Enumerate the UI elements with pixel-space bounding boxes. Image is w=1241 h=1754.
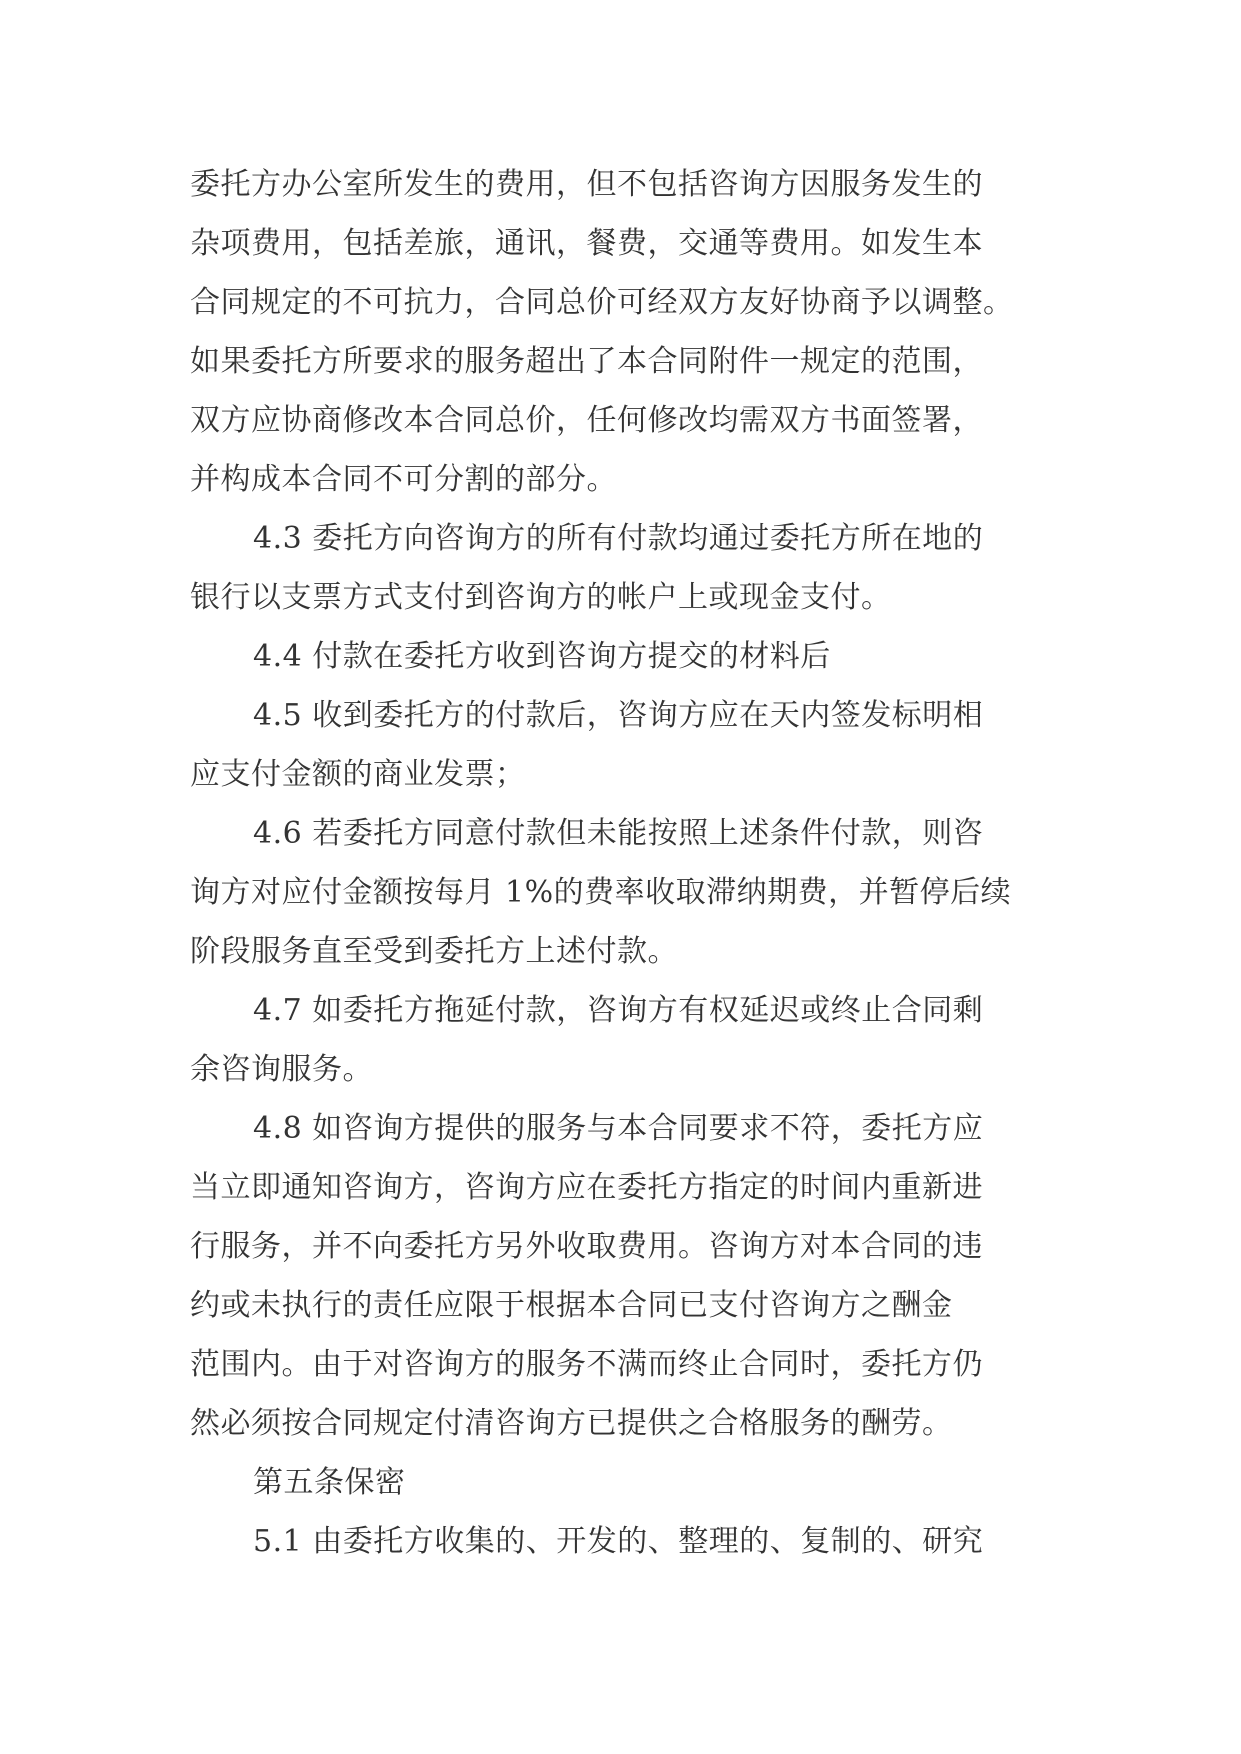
- text-line: 并构成本合同不可分割的部分。: [190, 462, 617, 497]
- text-line: 余咨询服务。: [190, 1052, 373, 1087]
- text-line: 5.1 由委托方收集的、开发的、整理的、复制的、研究: [253, 1524, 984, 1559]
- text-line: 阶段服务直至受到委托方上述付款。: [190, 934, 678, 969]
- text-line: 合同规定的不可抗力，合同总价可经双方友好协商予以调整。: [190, 285, 1014, 320]
- text-line: 4.5 收到委托方的付款后，咨询方应在天内签发标明相: [253, 698, 984, 733]
- text-line: 双方应协商修改本合同总价，任何修改均需双方书面签署，: [190, 403, 983, 438]
- text-line: 应支付金额的商业发票；: [190, 757, 526, 792]
- text-line: 4.8 如咨询方提供的服务与本合同要求不符，委托方应: [253, 1111, 984, 1146]
- text-line: 杂项费用，包括差旅，通讯，餐费，交通等费用。如发生本: [190, 226, 983, 261]
- section-heading: 第五条保密: [253, 1465, 406, 1500]
- text-line: 4.6 若委托方同意付款但未能按照上述条件付款，则咨: [253, 816, 984, 851]
- text-line: 如果委托方所要求的服务超出了本合同附件一规定的范围，: [190, 344, 983, 379]
- text-line: 询方对应付金额按每月 1%的费率收取滞纳期费，并暂停后续: [190, 875, 1012, 910]
- text-line: 行服务，并不向委托方另外收取费用。咨询方对本合同的违: [190, 1229, 983, 1264]
- text-line: 然必须按合同规定付清咨询方已提供之合格服务的酬劳。: [190, 1406, 953, 1441]
- text-line: 4.3 委托方向咨询方的所有付款均通过委托方所在地的: [253, 521, 984, 556]
- text-line: 约或未执行的责任应限于根据本合同已支付咨询方之酬金: [190, 1288, 953, 1323]
- text-line: 范围内。由于对咨询方的服务不满而终止合同时，委托方仍: [190, 1347, 983, 1382]
- text-line: 4.4 付款在委托方收到咨询方提交的材料后: [253, 639, 831, 674]
- text-line: 委托方办公室所发生的费用，但不包括咨询方因服务发生的: [190, 167, 983, 202]
- text-line: 4.7 如委托方拖延付款，咨询方有权延迟或终止合同剩: [253, 993, 984, 1028]
- text-line: 银行以支票方式支付到咨询方的帐户上或现金支付。: [190, 580, 892, 615]
- text-line: 当立即通知咨询方，咨询方应在委托方指定的时间内重新进: [190, 1170, 983, 1205]
